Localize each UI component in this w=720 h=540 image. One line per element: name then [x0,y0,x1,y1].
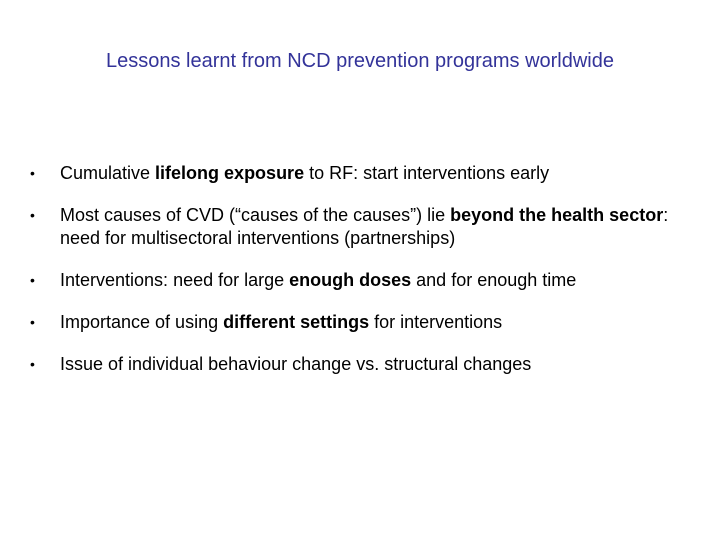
bullet-item-3: • Interventions: need for large enough doses and for enough time [30,270,577,290]
bullet-marker: • [30,207,35,223]
bullet-item-2: • Most causes of CVD (“causes of the causes”) lie beyond the health sector: need for multisectoral interventions (partnerships) [30,205,669,248]
bullet-emphasis: different settings [223,312,370,332]
bullet-emphasis: beyond the health sector [450,205,664,225]
bullet-marker: • [30,314,35,330]
bullet-emphasis: enough doses [289,270,412,290]
bullet-emphasis: lifelong exposure [155,163,305,183]
slide-title: Lessons learnt from NCD prevention programs worldwide [106,50,614,72]
bullet-item-1: • Cumulative lifelong exposure to RF: start interventions early [30,163,550,183]
bullet-item-4: • Importance of using different settings for interventions [30,312,503,332]
bullet-marker: • [30,165,35,181]
bullet-marker: • [30,356,35,372]
bullet-list [30,162,710,395]
bullet-item-5: • Issue of individual behaviour change vs. structural changes [30,354,532,374]
bullet-marker: • [30,272,35,288]
